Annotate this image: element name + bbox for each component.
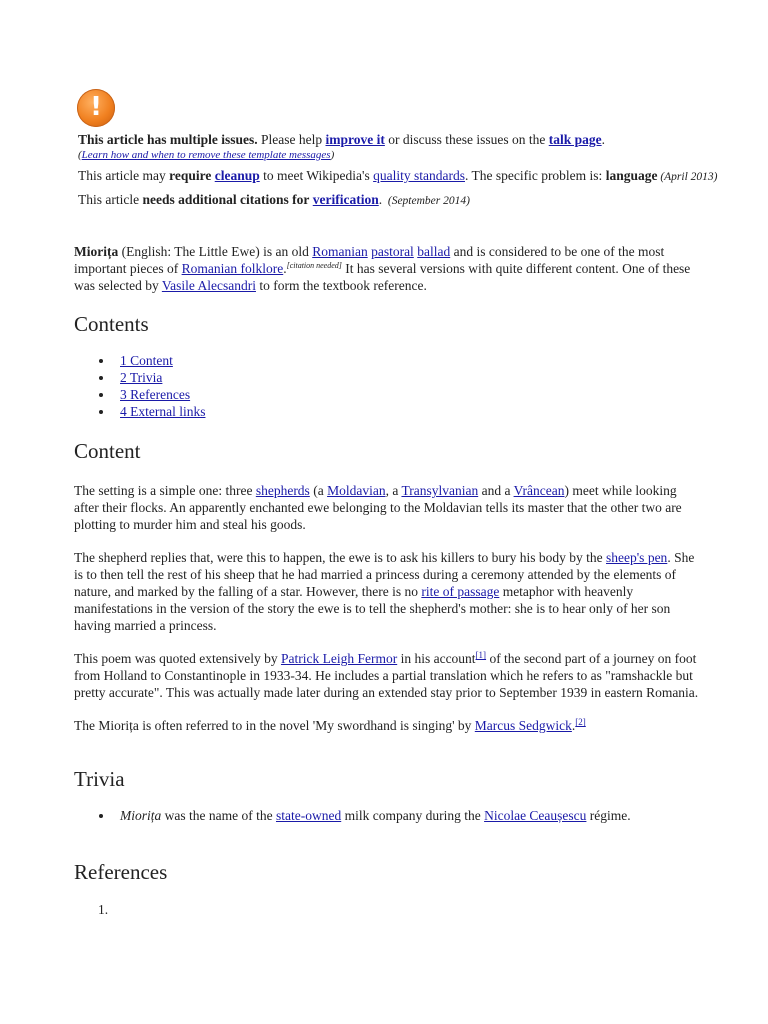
text: and is considered to be one of the most important pieces of xyxy=(74,244,665,276)
text: ) xyxy=(330,149,335,161)
content-section xyxy=(74,438,704,734)
text: to form the textbook reference. xyxy=(255,278,427,293)
marcus-sedgwick-link[interactable]: Marcus Sedgwick xyxy=(474,718,572,733)
multiple-issues-notice xyxy=(78,131,718,210)
toc-link-references[interactable]: 3 References xyxy=(120,387,191,402)
cleanup-link[interactable]: cleanup xyxy=(214,168,260,183)
issue-cleanup xyxy=(78,167,718,186)
improve-it-link[interactable]: improve it xyxy=(325,132,385,147)
toc-link-external-links[interactable]: 4 External links xyxy=(120,404,206,419)
text: and a xyxy=(478,483,514,498)
romanian-link[interactable]: Romanian xyxy=(312,244,368,259)
list-item xyxy=(120,807,704,824)
romanian-folklore-link[interactable]: Romanian folklore xyxy=(181,261,284,276)
toc-item xyxy=(120,352,704,369)
content-paragraph-4 xyxy=(74,717,704,734)
text: (English: The Little Ewe) is an old xyxy=(118,244,313,259)
text: ( xyxy=(78,149,82,161)
nicolae-ceausescu-link[interactable]: Nicolae Ceaușescu xyxy=(484,808,587,823)
toc-item xyxy=(120,386,704,403)
warning-icon: ! xyxy=(77,89,115,127)
text: in his account xyxy=(397,651,476,666)
shepherds-link[interactable]: shepherds xyxy=(255,483,310,498)
citation-needed-link[interactable]: [citation needed] xyxy=(286,261,342,270)
contents-section xyxy=(74,311,704,420)
text: . The specific problem is: xyxy=(464,168,606,183)
text: This poem was quoted extensively by xyxy=(74,651,281,666)
notice-title: This article has multiple issues. xyxy=(78,132,258,147)
text: It has several versions with quite different content. One of these was selected by xyxy=(74,261,691,293)
text: . xyxy=(378,192,383,207)
issue-citations xyxy=(78,191,718,210)
talk-page-link[interactable]: talk page xyxy=(548,132,602,147)
quality-standards-link[interactable]: quality standards xyxy=(373,168,465,183)
content-heading: Content xyxy=(74,439,141,463)
moldavian-link[interactable]: Moldavian xyxy=(327,483,386,498)
toc-list xyxy=(74,352,704,420)
text: . xyxy=(601,132,605,147)
sheeps-pen-link[interactable]: sheep's pen xyxy=(606,550,668,565)
reference-item-1: 1. xyxy=(98,902,109,917)
toc-link-trivia[interactable]: 2 Trivia xyxy=(120,370,163,385)
content-paragraph-3 xyxy=(74,650,704,701)
text: metaphor with heavenly manifestations in the version of the story the ewe is to tell the shepherd's mother: she is to hear only of her son having married a princess. xyxy=(74,584,671,633)
toc-link-content[interactable]: 1 Content xyxy=(120,353,173,368)
article-intro xyxy=(74,243,704,310)
text: needs additional citations for xyxy=(142,192,310,207)
trivia-list xyxy=(74,807,704,824)
issue-date: (September 2014) xyxy=(382,195,470,207)
references-heading: References xyxy=(74,860,168,884)
article-title: Miorița xyxy=(74,244,119,259)
text: milk company during the xyxy=(341,808,485,823)
text: (a xyxy=(309,483,328,498)
learn-how-link[interactable]: Learn how and when to remove these template messages xyxy=(81,149,331,161)
text: . xyxy=(283,261,287,276)
patrick-leigh-fermor-link[interactable]: Patrick Leigh Fermor xyxy=(280,651,398,666)
trivia-heading: Trivia xyxy=(74,767,125,791)
vasile-alecsandri-link[interactable]: Vasile Alecsandri xyxy=(161,278,256,293)
text: The shepherd replies that, were this to happen, the ewe is to ask his killers to bury his body by the xyxy=(74,550,607,565)
trivia-section xyxy=(74,766,704,824)
text: Miorița xyxy=(120,808,162,823)
text: language xyxy=(605,168,658,183)
reference-1-link[interactable]: [1] xyxy=(475,650,487,660)
notice-header xyxy=(78,131,718,148)
intro-paragraph xyxy=(74,243,704,294)
transylvanian-link[interactable]: Transylvanian xyxy=(401,483,479,498)
ballad-link[interactable]: ballad xyxy=(417,244,451,259)
text: ) meet while looking after their flocks. An apparently enchanted ewe belonging to the Moldavian tells its master that the other two are plotting to murder him and steal his goods. xyxy=(74,483,682,532)
content-paragraph-2 xyxy=(74,549,704,634)
references-section xyxy=(74,859,704,918)
pastoral-link[interactable]: pastoral xyxy=(371,244,414,259)
text: , a xyxy=(385,483,402,498)
vrancean-link[interactable]: Vrâncean xyxy=(513,483,565,498)
issue-date: (April 2013) xyxy=(657,171,718,183)
text: was the name of the xyxy=(161,808,276,823)
text: . xyxy=(571,718,576,733)
content-paragraph-1 xyxy=(74,482,704,533)
contents-heading: Contents xyxy=(74,312,149,336)
toc-item xyxy=(120,403,704,420)
text: This article may xyxy=(78,168,170,183)
text: of the second part of a journey on foot from Holland to Constantinople in 1933-34. He includes a partial translation which he refers to as "ramshackle but pretty accurate". This was actually made later during an extended stay prior to September 1939 in eastern Romania. xyxy=(74,651,699,700)
text: Please help xyxy=(257,132,326,147)
verification-link[interactable]: verification xyxy=(312,192,379,207)
learn-how-line xyxy=(78,149,718,162)
state-owned-link[interactable]: state-owned xyxy=(275,808,342,823)
text: The Miorița is often referred to in the novel 'My swordhand is singing' by xyxy=(74,718,475,733)
text: The setting is a simple one: three xyxy=(74,483,256,498)
text: . She is to then tell the rest of his sheep that he had married a princess during a ceremony attended by the elements of nature, and marked by the falling of a star. However, there is no xyxy=(74,550,695,599)
text: This article xyxy=(78,192,143,207)
toc-item xyxy=(120,369,704,386)
rite-of-passage-link[interactable]: rite of passage xyxy=(421,584,500,599)
text: require xyxy=(169,168,212,183)
text: or discuss these issues on the xyxy=(384,132,549,147)
reference-2-link[interactable]: [2] xyxy=(575,717,586,727)
text: to meet Wikipedia's xyxy=(259,168,374,183)
text: régime. xyxy=(586,808,631,823)
